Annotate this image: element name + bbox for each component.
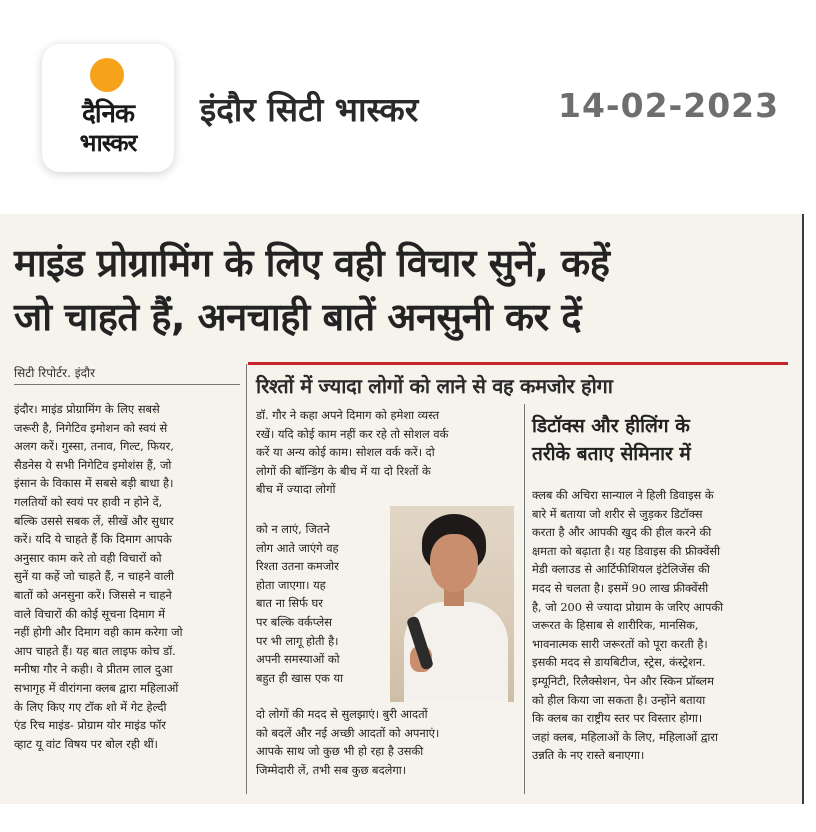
article-line: व्हाट यू वांट विषय पर बोल रही थीं। — [14, 736, 158, 751]
article-line: करें या अन्य कोई काम। सोशल वर्क करें। दो — [256, 445, 435, 460]
article-column-3 — [532, 486, 786, 765]
column-divider-2 — [524, 404, 525, 794]
speaker-photo — [390, 506, 514, 702]
article-line: बहुत ही खास एक या — [256, 670, 344, 685]
article-line: बातों को अनसुना करें। जिससे न चाहने — [14, 587, 172, 602]
article-line: को न लाएं, जितने — [256, 522, 330, 536]
article-line: पर भी लागू होती है। — [256, 633, 339, 648]
logo-text-line1: दैनिक — [82, 99, 134, 129]
article-line: मनीषा गौर ने कही। वे प्रीतम लाल दुआ — [14, 662, 173, 677]
sun-icon — [90, 58, 124, 92]
article-line: सभागृह में वीरांगना क्लब द्वारा महिलाओं — [14, 680, 179, 695]
article-line: को बदलें और नई अच्छी आदतों को अपनाएं। — [256, 725, 440, 740]
article-line: क्षमता को बढ़ाता है। यह डिवाइस की फ्रीक्वेंसी — [532, 543, 721, 558]
headline-line1: माइंड प्रोग्रामिंग के लिए वही विचार सुनें, कहें — [14, 241, 610, 285]
edition-date: 14-02-2023 — [558, 86, 780, 125]
article-line: करें। यदि ये चाहते हैं कि दिमाग आपके — [14, 532, 172, 547]
article-line: नहीं होगी और दिमाग वही काम करेगा जो — [14, 625, 183, 640]
byline-rule — [14, 384, 240, 385]
photo-face — [430, 534, 478, 592]
side-headline — [532, 412, 792, 468]
article-line: रखें। यदि कोई काम नहीं कर रहे तो सोशल वर्क — [256, 426, 449, 441]
article-line: वाले विचारों की कोई सूचना दिमाग में — [14, 606, 165, 621]
article-line: के लिए किए गए टॉक शो में गेट हेल्दी — [14, 699, 167, 714]
article-line: इंदौर। माइंड प्रोग्रामिंग के लिए सबसे — [14, 402, 160, 416]
side-headline-line2: तरीके बताए सेमिनार में — [532, 443, 691, 465]
article-line: बात ना सिर्फ घर — [256, 596, 323, 611]
article-line: जिम्मेदारी लें, तभी सब कुछ बदलेगा। — [256, 762, 407, 777]
article-line: करता है और आपकी खुद की हील करने की — [532, 525, 712, 540]
article-line: जहां क्लब, महिलाओं के लिए, महिलाओं द्वारा — [532, 729, 718, 744]
article-line: आप चाहते हैं। यह बात लाइफ कोच डॉ. — [14, 643, 176, 658]
article-line: सुनें या कहें जो चाहते हैं, न चाहने वाली — [14, 569, 174, 584]
article-line: जरूरत के हिसाब से शारीरिक, मानसिक, — [532, 618, 699, 633]
article-line: जरूरी है, निगेटिव इमोशन को स्वयं से — [14, 420, 168, 435]
article-column-2-mid — [256, 520, 388, 687]
headline-line2: जो चाहते हैं, अनचाही बातें अनसुनी कर दें — [14, 295, 582, 339]
article-line: होता जाएगा। यह — [256, 577, 326, 592]
article-line: आपके साथ जो कुछ भी हो रहा है उसकी — [256, 744, 424, 759]
article-line: है, जो 200 से ज्यादा प्रोग्राम के जरिए आपकी — [532, 599, 724, 614]
dainik-bhaskar-logo[interactable] — [42, 44, 174, 172]
article-column-2-top — [256, 406, 518, 499]
article-column-1 — [14, 400, 240, 753]
article-line: कि क्लब का राष्ट्रीय स्तर पर विस्तार होगा। — [532, 711, 703, 726]
article-line: रिश्ता उतना कमजोर — [256, 559, 339, 574]
article-line: डॉ. गौर ने कहा अपने दिमाग को हमेशा व्यस्त — [256, 408, 440, 422]
article-line: मदद से चलता है। इसमें 90 लाख फ्रीक्वेंसी — [532, 580, 709, 595]
article-line: गलतियों को स्वयं पर हावी न होने दें, — [14, 494, 163, 509]
article-line: इम्यूनिटी, रिलैक्सेशन, पेन और स्किन प्रॉब्लम — [532, 673, 714, 688]
subheadline: रिश्तों में ज्यादा लोगों को लाने से वह कमजोर होगा — [256, 374, 613, 398]
article-line: को हील किया जा सकता है। उन्होंने बताया — [532, 692, 706, 707]
logo-text-line2: भास्कर — [79, 129, 137, 157]
brand-header — [0, 0, 816, 190]
article-line: बीच में ज्यादा लोगों — [256, 482, 336, 497]
article-line: अलग करें। गुस्सा, तनाव, गिल्ट, फियर, — [14, 439, 174, 454]
column-divider-1 — [246, 364, 247, 794]
article-line: लोग आते जाएंगे वह — [256, 540, 339, 555]
article-line: अपनी समस्याओं को — [256, 652, 340, 667]
article-line: बल्कि उससे सबक लें, सीखें और सुधार — [14, 513, 174, 528]
article-line: दो लोगों की मदद से सुलझाएं। बुरी आदतों — [256, 707, 428, 721]
article-line: अनुसार काम करे तो वही विचारों को — [14, 550, 162, 565]
article-line: पर बल्कि वर्कप्लेस — [256, 614, 332, 629]
article-line: इंसान के विकास में सबसे बड़ी बाधा है। — [14, 476, 174, 491]
subhead-red-rule — [248, 362, 788, 365]
article-line: बारे में बताया जो शरीर से जुड़कर डिटॉक्स — [532, 506, 703, 521]
article-line: क्लब की अचिरा सान्याल ने हिली डिवाइस के — [532, 488, 714, 502]
newspaper-clipping — [0, 214, 804, 804]
article-line: सैडनेस ये सभी निगेटिव इमोशंस हैं, जो — [14, 457, 172, 472]
article-line: लोगों की बॉन्डिंग के बीच में या दो रिश्तों के — [256, 463, 431, 478]
article-line: उन्नति के नए रास्ते बनाएगा। — [532, 748, 645, 763]
byline: सिटी रिपोर्टर. इंदौर — [14, 366, 95, 380]
article-column-2-bottom — [256, 705, 518, 779]
article-line: एंड रिच माइंड- प्रोग्राम योर माइंड फॉर — [14, 718, 166, 733]
article-line: इसकी मदद से डायबिटीज, स्ट्रेस, कंस्ट्रेशन. — [532, 655, 706, 670]
article-line: मेडी क्लाउड से आर्टिफीशियल इंटेलिजेंस की — [532, 562, 710, 577]
side-headline-line1: डिटॉक्स और हीलिंग के — [532, 415, 690, 437]
article-line: भावनात्मक सारी जरूरतों को पूरा करती है। — [532, 636, 708, 651]
edition-title: इंदौर सिटी भास्कर — [200, 90, 419, 129]
